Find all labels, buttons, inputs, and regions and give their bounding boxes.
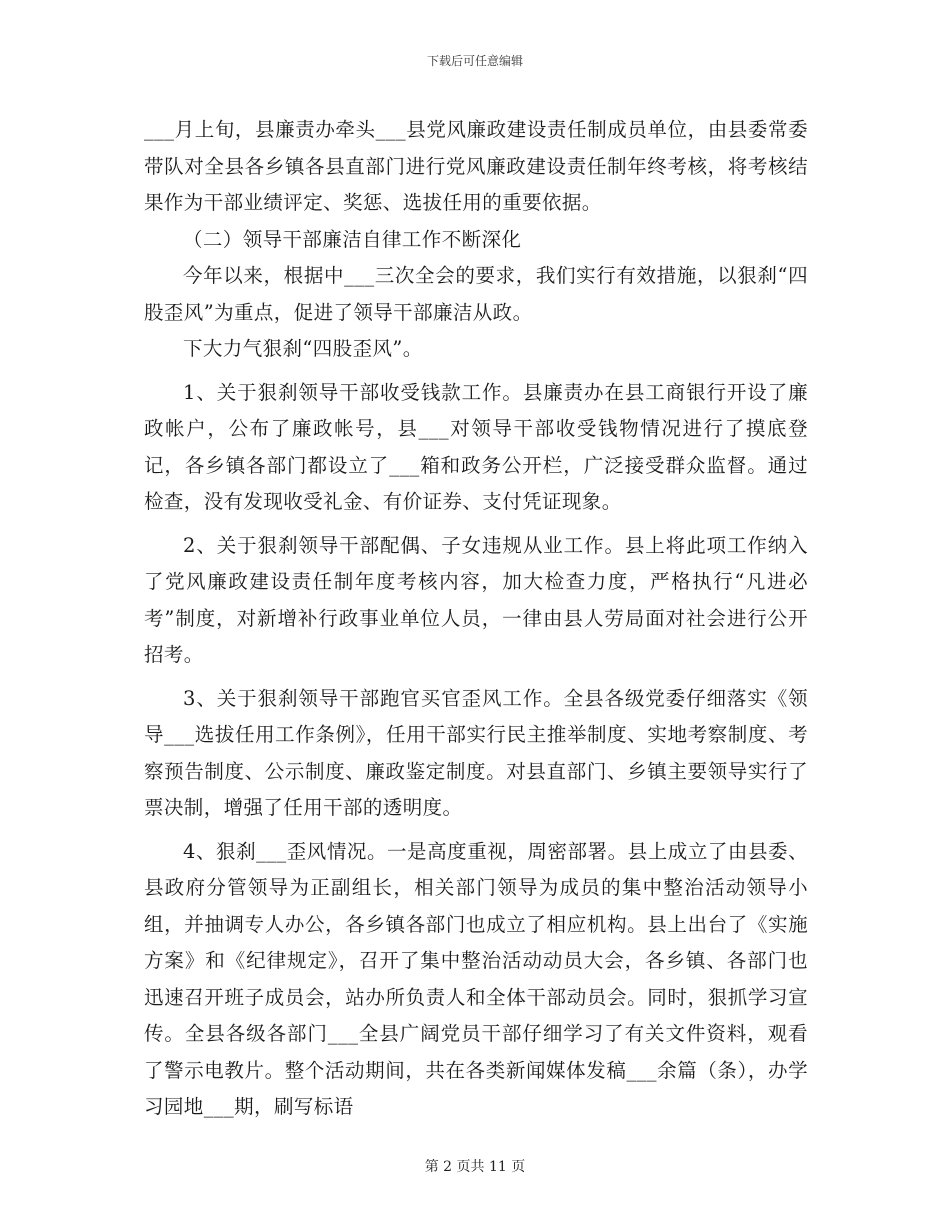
document-body bbox=[144, 112, 808, 1126]
paragraph-item-2: 2、关于狠刹领导干部配偶、子女违规从业工作。县上将此项工作纳入了党风廉政建设责任制年度考核内容，加大检查力度，严格执行“凡进必考”制度，对新增补行政事业单位人员，一律由县人劳局面对社会进行公开招考。 bbox=[144, 533, 808, 666]
paragraph-item-3: 3、关于狠刹领导干部跑官买官歪风工作。全县各级党委仔细落实《领导___选拔任用工作条例》，任用干部实行民主推举制度、实地考察制度、考察预告制度、公示制度、廉政鉴定制度。对县直部门、乡镇主要领导实行了票决制，增强了任用干部的透明度。 bbox=[144, 686, 808, 819]
paragraph-item-1: 1、关于狠刹领导干部收受钱款工作。县廉责办在县工商银行开设了廉政帐户，公布了廉政帐号，县___对领导干部收受钱物情况进行了摸底登记，各乡镇各部门都设立了___箱和政务公开栏，广泛接受群众监督。通过检查，没有发现收受礼金、有价证券、支付凭证现象。 bbox=[144, 380, 808, 513]
paragraph-1: ___月上旬，县廉责办牵头___县党风廉政建设责任制成员单位，由县委常委带队对全县各乡镇各县直部门进行党风廉政建设责任制年终考核，将考核结果作为干部业绩评定、奖惩、选拔任用的重要依据。 bbox=[144, 118, 808, 214]
page-number: 第 2 页共 11 页 bbox=[424, 1159, 526, 1175]
section-heading: （二）领导干部廉洁自律工作不断深化 bbox=[183, 227, 522, 251]
page-header: 下载后可任意编辑 bbox=[426, 54, 523, 68]
paragraph-4: 下大力气狠刹“四股歪风”。 bbox=[183, 337, 423, 360]
paragraph-3: 今年以来，根据中___三次全会的要求，我们实行有效措施，以狠刹“四股歪风”为重点，促进了领导干部廉洁从政。 bbox=[144, 264, 808, 324]
paragraph-item-4: 4、狠刹___歪风情况。一是高度重视，周密部署。县上成立了由县委、县政府分管领导为正副组长，相关部门领导为成员的集中整治活动领导小组，并抽调专人办公，各乡镇各部门也成立了相应机构。县上出台了《实施方案》和《纪律规定》，召开了集中整治活动动员大会，各乡镇、各部门也迅速召开班子成员会，站办所负责人和全体干部动员会。同时，狠抓学习宣传。全县各级各部门___全县广阔党员干部仔细学习了有关文件资料，观看了警示电教片。整个活动期间，共在各类新闻媒体发稿___余篇（条），办学习园地___期，刷写标语 bbox=[144, 839, 808, 1118]
